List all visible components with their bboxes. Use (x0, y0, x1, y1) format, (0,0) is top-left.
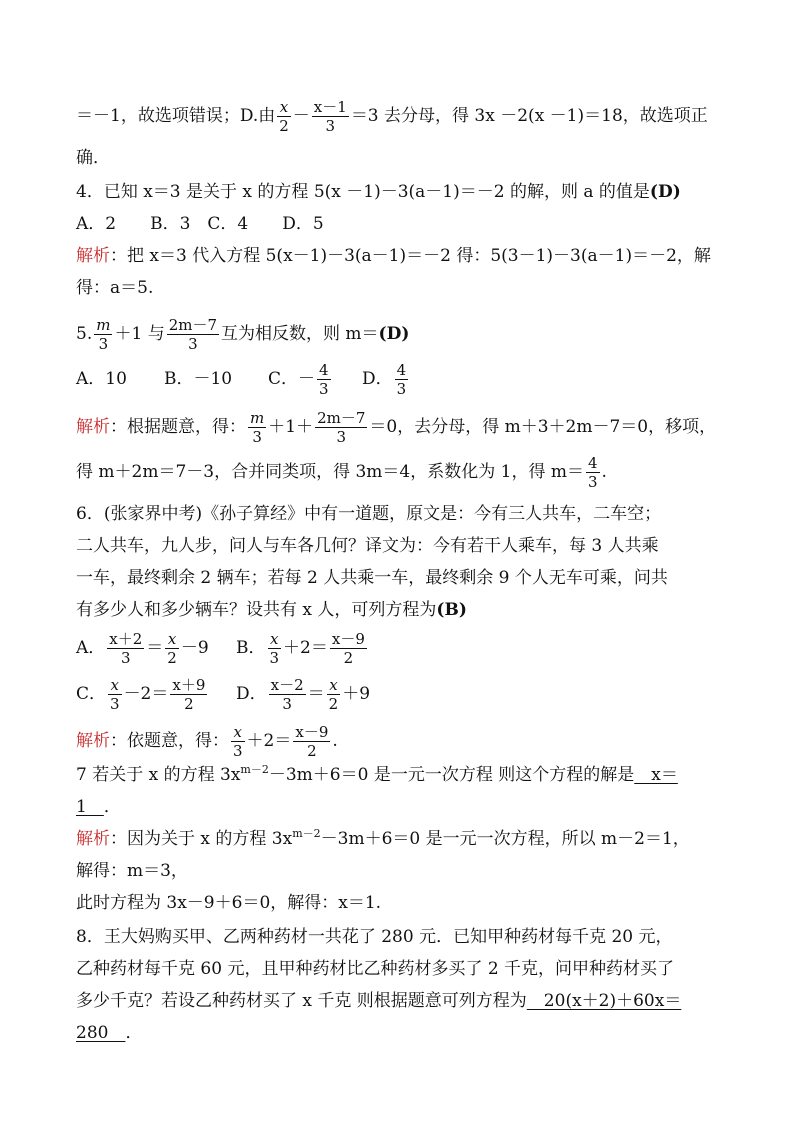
denominator: 2 (184, 695, 194, 713)
question-7-solution (76, 828, 690, 850)
exponent: m－2 (292, 827, 321, 840)
text: 7 若关于 x 的方程 3x (76, 765, 241, 785)
denominator: 3 (233, 742, 243, 760)
fraction (170, 676, 207, 713)
text: 多少千克？若设乙种药材买了 x 千克 则根据题意可列方程为 (76, 991, 527, 1011)
fraction (94, 316, 112, 353)
text: ＝ (146, 638, 164, 658)
answer-blank: 280 (76, 1023, 126, 1043)
text: ＋9 (342, 684, 371, 704)
numerator: x (327, 676, 341, 695)
text: C． (76, 684, 107, 704)
question-7-solution-cont (76, 860, 188, 882)
option-a (76, 630, 236, 667)
question-6-solution (76, 723, 338, 760)
answer: (D) (378, 324, 410, 344)
question-5-solution (76, 409, 716, 446)
denominator: 2 (343, 649, 354, 667)
fraction (315, 409, 367, 446)
text: 乙种药材每千克 60 元，且甲种药材比乙种药材多买了 2 千克，问甲种药材买了 (76, 959, 675, 979)
text: 8．王大妈购买甲、乙两种药材一共花了 280 元．已知甲种药材每千克 20 元， (76, 927, 673, 947)
question-7-solution-cont-2 (76, 892, 381, 914)
question-5-stem (76, 316, 409, 353)
answer-blank: x＝ (634, 765, 678, 785)
fraction (317, 361, 331, 398)
text: ：根据题意，得： (110, 417, 246, 437)
text: D． (236, 684, 267, 704)
option-d (236, 676, 370, 713)
question-8-line-2 (76, 958, 674, 980)
question-4-options (76, 213, 324, 235)
numerator: x (277, 98, 291, 117)
fraction (268, 630, 282, 667)
text: 二人共车，九人步，问人与车各几何？译文为：今有若干人乘车，每 3 人共乘 (76, 536, 659, 556)
text: ＋1 与 (114, 324, 165, 344)
text: ＝0，去分母，得 m＋3＋2m－7＝0，移项， (369, 417, 717, 437)
fraction (231, 723, 245, 760)
numerator: x－9 (295, 723, 329, 741)
exponent: m－2 (240, 763, 269, 776)
numerator: 2m－7 (168, 316, 218, 334)
question-5-solution-cont (76, 454, 607, 491)
text: ＋2＝ (283, 638, 328, 658)
question-8-line-1 (76, 926, 673, 948)
text: 此时方程为 3x－9＋6＝0，解得：x＝1. (76, 893, 382, 913)
solution-label: 解析 (76, 731, 110, 751)
answer: (D) (649, 182, 681, 202)
denominator: 2 (167, 649, 177, 667)
fraction (277, 98, 291, 135)
fraction (269, 676, 306, 713)
question-4-solution-cont (76, 277, 153, 299)
text: －2＝ (123, 684, 169, 704)
fraction (167, 316, 219, 353)
denominator: 2 (307, 742, 317, 760)
line-option-d-text (76, 98, 708, 135)
text: ：把 x＝3 代入方程 5(x－1)－3(a－1)＝－2 得：5(3－1)－3(a－1)＝－2，解 (110, 246, 711, 266)
denominator: 3 (188, 335, 198, 353)
text: －9 (180, 638, 209, 658)
numerator: x (108, 676, 122, 695)
option-d (362, 361, 410, 398)
solution-label: 解析 (76, 829, 110, 849)
denominator: 3 (336, 428, 346, 446)
text: ＋2＝ (246, 731, 292, 751)
numerator: 4 (588, 454, 598, 472)
denominator: 3 (319, 380, 329, 398)
denominator: 3 (252, 428, 262, 446)
answer-blank: 1 (76, 797, 104, 817)
denominator: 2 (279, 117, 289, 135)
text: ＝－1，故选项错误；D.由 (76, 106, 276, 126)
solution-label: 解析 (76, 417, 110, 437)
question-6-options-ab (76, 630, 369, 667)
text: ＝ (307, 684, 325, 704)
denominator: 3 (282, 695, 292, 713)
text: A． (76, 638, 106, 658)
question-7-stem-cont (76, 796, 121, 818)
fraction (395, 361, 409, 398)
question-4-solution (76, 245, 711, 267)
line-continuation (76, 147, 110, 169)
denominator: 3 (98, 335, 109, 353)
denominator: 3 (121, 649, 131, 667)
numerator: x (165, 630, 179, 649)
text: －3m＋6＝0 是一元一次方程，所以 m－2＝1， (320, 829, 690, 849)
numerator: x＋2 (109, 630, 143, 648)
text: ． (125, 1023, 143, 1043)
question-8-line-3 (76, 990, 681, 1012)
numerator: x (231, 723, 245, 742)
text: ：依题意，得： (110, 731, 229, 751)
numerator: 2m－7 (317, 409, 366, 427)
denominator: 3 (325, 117, 336, 135)
question-6-line-4 (76, 599, 467, 621)
fraction (107, 630, 144, 667)
text: . (601, 462, 607, 482)
numerator: x＋9 (172, 676, 206, 694)
fraction (108, 676, 122, 713)
question-5-options (76, 361, 410, 398)
numerator: x－1 (313, 98, 347, 116)
options: A．2 B．3 C．4 D．5 (76, 214, 324, 234)
fraction (330, 630, 367, 667)
text: 一车，最终剩余 2 辆车；若每 2 人共乘一车，最终剩余 9 个人无车可乘，问共 (76, 568, 668, 588)
text: 解得：m＝3， (76, 861, 188, 881)
text: ：因为关于 x 的方程 3x (110, 829, 293, 849)
text: －3m＋6＝0 是一元一次方程 则这个方程的解是 (268, 765, 635, 785)
numerator: m (96, 316, 111, 334)
numerator: m (250, 409, 265, 427)
text: 确． (76, 148, 110, 168)
text: 得：a＝5. (76, 278, 154, 298)
text: － (292, 106, 310, 126)
fraction (327, 676, 341, 713)
option-c (76, 676, 236, 713)
option-b (236, 630, 369, 667)
denominator: 3 (588, 473, 598, 491)
numerator: 4 (396, 361, 407, 379)
fraction (586, 454, 600, 491)
denominator: 2 (328, 695, 339, 713)
denominator: 3 (396, 380, 407, 398)
text: . (332, 731, 338, 751)
question-6-line-3 (76, 567, 668, 589)
option-c (268, 361, 362, 398)
question-6-line-2 (76, 535, 659, 557)
question-7-stem (76, 764, 678, 786)
text: B． (236, 638, 266, 658)
fraction (165, 630, 179, 667)
option-a: A．10 (76, 369, 127, 389)
text: C．－ (268, 369, 316, 389)
question-4-stem (76, 181, 681, 203)
text: D． (362, 369, 393, 389)
text: 5. (76, 324, 93, 344)
question-8-line-4 (76, 1022, 142, 1044)
solution-label: 解析 (76, 246, 110, 266)
text: 有多少人和多少辆车？设共有 x 人，可列方程为 (76, 600, 437, 620)
text: 4．已知 x＝3 是关于 x 的方程 5(x －1)－3(a－1)＝－2 的解，则 a 的值是 (76, 182, 650, 202)
text: ＝3 去分母，得 3x －2(x －1)＝18，故选项正 (350, 106, 708, 126)
text: ＋1＋ (268, 417, 314, 437)
text: 6．(张家界中考)《孙子算经》中有一道题，原文是：今有三人共车，二车空； (76, 504, 662, 524)
fraction (312, 98, 349, 135)
fraction (293, 723, 330, 760)
denominator: 3 (269, 649, 280, 667)
answer: (B) (436, 600, 467, 620)
question-6-options-cd (76, 676, 370, 713)
numerator: x－2 (270, 676, 304, 694)
option-b: B．－10 (164, 369, 233, 389)
denominator: 3 (110, 695, 120, 713)
text: 得 m＋2m＝7－3，合并同类项，得 3m＝4，系数化为 1，得 m＝ (76, 462, 584, 482)
numerator: x－9 (331, 630, 365, 648)
text: ． (103, 797, 121, 817)
text: 互为相反数，则 m＝ (221, 324, 379, 344)
numerator: x (268, 630, 282, 649)
answer-blank: 20(x＋2)＋60x＝ (526, 991, 682, 1011)
fraction (248, 409, 266, 446)
question-6-line-1 (76, 503, 661, 525)
numerator: 4 (319, 361, 329, 379)
